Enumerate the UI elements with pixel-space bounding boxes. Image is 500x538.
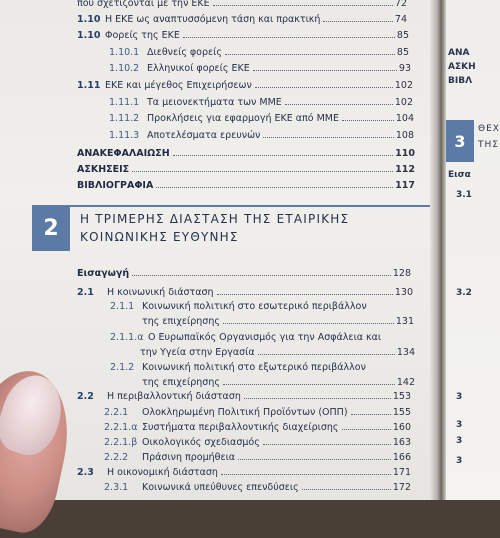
toc-entry bbox=[77, 30, 409, 41]
leader-dots bbox=[302, 489, 391, 490]
toc-entry bbox=[109, 97, 413, 108]
toc-entry-page: 142 bbox=[396, 377, 415, 388]
toc-entry-page: 117 bbox=[395, 180, 415, 191]
toc-entry-label: Εισαγωγή bbox=[77, 268, 130, 279]
leader-dots bbox=[253, 70, 397, 71]
right-page-text: ΘΕΧ bbox=[478, 124, 500, 134]
toc-entry-number: 2.2.1.α bbox=[104, 422, 138, 433]
right-page-text: ΑΣΚΗ bbox=[448, 62, 476, 72]
toc-entry-page: 74 bbox=[394, 14, 407, 25]
toc-entry-label: Κοινωνική πολιτική στο εσωτερικό περιβάλλον bbox=[142, 301, 367, 312]
leader-dots bbox=[173, 155, 393, 156]
toc-entry-number: 2.3.1 bbox=[104, 482, 129, 493]
toc-entry-label: ΕΚΕ και μέγεθος Επιχειρήσεων bbox=[105, 80, 252, 91]
leader-dots bbox=[285, 104, 393, 105]
leader-dots bbox=[263, 444, 391, 445]
toc-entry-label: ΑΝΑΚΕΦΑΛΑΙΩΣΗ bbox=[77, 148, 170, 159]
book-gutter bbox=[430, 0, 446, 500]
toc-entry-label: Η οικονομική διάσταση bbox=[107, 467, 218, 478]
toc-entry-page: 171 bbox=[392, 467, 411, 478]
toc-entry-number: 2.1.1.α bbox=[110, 332, 144, 343]
toc-entry bbox=[110, 332, 410, 343]
toc-entry-label: Κοινωνικά υπεύθυνες επενδύσεις bbox=[142, 482, 299, 493]
toc-entry-number: 1.11.1 bbox=[109, 97, 140, 108]
toc-entry-page: 72 bbox=[394, 0, 407, 9]
leader-dots bbox=[258, 354, 395, 355]
toc-entry-page: 128 bbox=[392, 268, 411, 279]
leader-dots bbox=[223, 384, 395, 385]
toc-entry-number: 2.2.1.β bbox=[104, 437, 138, 448]
toc-entry bbox=[109, 47, 409, 58]
toc-entry-page: 172 bbox=[392, 482, 411, 493]
toc-entry bbox=[104, 407, 411, 418]
toc-entry-number: 2.1.1 bbox=[110, 301, 135, 312]
toc-entry-label: Ολοκληρωμένη Πολιτική Προϊόντων (ΟΠΠ) bbox=[142, 407, 348, 418]
right-page-text: 3.1 bbox=[456, 190, 472, 200]
toc-entry bbox=[109, 113, 414, 124]
toc-entry-page: 131 bbox=[395, 316, 414, 327]
toc-entry bbox=[109, 130, 414, 141]
toc-entry-label: Η ΕΚΕ ως αναπτυσσόμενη τάση και πρακτική bbox=[105, 14, 321, 25]
toc-entry-page: 108 bbox=[395, 130, 414, 141]
leader-dots bbox=[225, 54, 395, 55]
toc-entry-label: Φορείς της ΕΚΕ bbox=[105, 30, 180, 41]
toc-entry-label: Προκλήσεις για εφαρμογή ΕΚΕ από ΜΜΕ bbox=[147, 113, 339, 124]
toc-entry-number: 2.1 bbox=[77, 287, 94, 298]
leader-dots bbox=[132, 275, 391, 276]
right-page bbox=[446, 0, 500, 500]
leader-dots bbox=[238, 459, 391, 460]
leader-dots bbox=[342, 120, 394, 121]
toc-entry-label: που σχετίζονται με την ΕΚΕ bbox=[77, 0, 210, 9]
leader-dots bbox=[213, 5, 393, 6]
toc-entry bbox=[77, 80, 413, 91]
right-page-text: ΑΝΑ bbox=[448, 48, 470, 58]
toc-entry-number: 1.10 bbox=[77, 30, 101, 41]
toc-entry bbox=[77, 287, 413, 298]
toc-entry bbox=[110, 301, 410, 312]
leader-dots bbox=[223, 323, 394, 324]
toc-entry-continuation bbox=[142, 377, 415, 388]
toc-summary-entry bbox=[77, 148, 415, 159]
leader-dots bbox=[183, 37, 395, 38]
toc-entry-page: 102 bbox=[394, 97, 413, 108]
right-page-text: 3 bbox=[456, 392, 463, 402]
toc-entry bbox=[104, 482, 411, 493]
toc-entry-number: 1.10.2 bbox=[109, 63, 140, 74]
toc-entry-page: 163 bbox=[392, 437, 411, 448]
toc-entry-page: 104 bbox=[395, 113, 414, 124]
toc-entry-label: ΒΙΒΛΙΟΓΡΑΦΙΑ bbox=[77, 180, 154, 191]
toc-entry-label: την Υγεία στην Εργασία bbox=[140, 347, 255, 358]
right-page-text: 3.2 bbox=[456, 288, 472, 298]
toc-entry bbox=[110, 362, 410, 373]
toc-entry-label: Ελληνικοί φορείς ΕΚΕ bbox=[147, 63, 250, 74]
toc-entry-number: 1.10.1 bbox=[109, 47, 140, 58]
toc-entry bbox=[104, 422, 411, 433]
toc-entry-number: 1.11.2 bbox=[109, 113, 140, 124]
toc-entry-number: 2.2 bbox=[77, 391, 94, 402]
toc-entry-number: 1.11.3 bbox=[109, 130, 140, 141]
toc-entry-number: 2.1.2 bbox=[110, 362, 135, 373]
toc-entry-page: 153 bbox=[392, 391, 411, 402]
toc-entry-number: 1.10 bbox=[77, 14, 101, 25]
leader-dots bbox=[351, 414, 391, 415]
toc-entry-number: 2.2.1 bbox=[104, 407, 129, 418]
chapter-title-line: Η ΤΡΙΜΕΡΗΣ ΔΙΑΣΤΑΣΗ ΤΗΣ ΕΤΑΙΡΙΚΗΣ bbox=[80, 212, 350, 226]
leader-dots bbox=[244, 398, 391, 399]
toc-entry-number: 1.11 bbox=[77, 80, 101, 91]
toc-entry-label: Συστήματα περιβαλλοντικής διαχείρισης bbox=[142, 422, 339, 433]
leader-dots bbox=[217, 294, 393, 295]
toc-entry-page: 85 bbox=[396, 30, 409, 41]
toc-entry-page: 110 bbox=[395, 148, 415, 159]
toc-entry-label: Ο Ευρωπαϊκός Οργανισμός για την Ασφάλεια και bbox=[148, 332, 382, 343]
toc-entry-page: 102 bbox=[394, 80, 413, 91]
right-page-text: 3 bbox=[456, 456, 463, 466]
right-page-text: ΤΗΣ bbox=[478, 140, 499, 150]
toc-entry-continuation bbox=[140, 347, 415, 358]
toc-entry-label: Διεθνείς φορείς bbox=[147, 47, 222, 58]
toc-entry bbox=[77, 268, 411, 279]
right-page-text: ΒΙΒΛ bbox=[448, 76, 473, 86]
toc-entry-label: Τα μειονεκτήματα των ΜΜΕ bbox=[147, 97, 282, 108]
toc-entry-label: της επιχείρησης bbox=[142, 316, 220, 327]
toc-entry-label: Κοινωνική πολιτική στο εξωτερικό περιβάλλον bbox=[142, 362, 366, 373]
toc-entry-page: 85 bbox=[396, 47, 409, 58]
leader-dots bbox=[342, 429, 391, 430]
bleed-through-text bbox=[300, 190, 430, 300]
toc-summary-entry bbox=[77, 164, 415, 175]
toc-entry bbox=[104, 437, 411, 448]
toc-entry-label: Πράσινη προμήθεια bbox=[142, 452, 236, 463]
toc-entry-page: 130 bbox=[394, 287, 413, 298]
toc-entry bbox=[77, 467, 411, 478]
toc-entry-page: 93 bbox=[398, 63, 411, 74]
toc-entry-label: της επιχείρησης bbox=[142, 377, 220, 388]
leader-dots bbox=[221, 474, 391, 475]
leader-dots bbox=[132, 171, 393, 172]
toc-entry bbox=[109, 63, 411, 74]
toc-entry-number: 2.2.2 bbox=[104, 452, 129, 463]
toc-entry-number: 2.3 bbox=[77, 467, 94, 478]
right-page-text: 3 bbox=[456, 436, 463, 446]
right-page-text: Εισα bbox=[448, 170, 471, 180]
toc-entry-page: 166 bbox=[392, 452, 411, 463]
right-page-text: 3 bbox=[456, 420, 463, 430]
toc-entry-page: 134 bbox=[396, 347, 415, 358]
toc-entry-page: 160 bbox=[392, 422, 411, 433]
toc-entry-label: Η περιβαλλοντική διάσταση bbox=[107, 391, 241, 402]
chapter-number-box: 3 bbox=[446, 120, 474, 162]
toc-entry-continuation bbox=[142, 316, 414, 327]
leader-dots bbox=[323, 21, 392, 22]
toc-entry bbox=[77, 391, 411, 402]
toc-entry-label: ΑΣΚΗΣΕΙΣ bbox=[77, 164, 130, 175]
chapter-number-box: 2 bbox=[32, 205, 70, 251]
toc-entry-page: 112 bbox=[395, 164, 415, 175]
toc-entry-label: Αποτελέσματα ερευνών bbox=[147, 130, 261, 141]
chapter-title-line: ΚΟΙΝΩΝΙΚΗΣ ΕΥΘΥΝΗΣ bbox=[80, 230, 239, 244]
toc-entry-page: 155 bbox=[392, 407, 411, 418]
leader-dots bbox=[156, 187, 393, 188]
leader-dots bbox=[255, 87, 393, 88]
leader-dots bbox=[263, 137, 394, 138]
toc-entry-label: Η κοινωνική διάσταση bbox=[107, 287, 214, 298]
toc-entry bbox=[77, 0, 407, 9]
toc-entry bbox=[77, 14, 407, 25]
toc-entry-label: Οικολογικός σχεδιασμός bbox=[142, 437, 260, 448]
toc-entry bbox=[104, 452, 411, 463]
